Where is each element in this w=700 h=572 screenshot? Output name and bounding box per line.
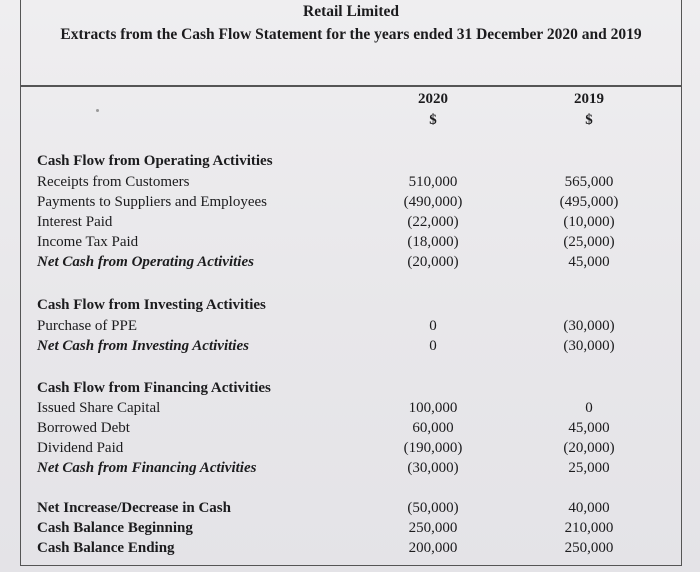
row-label: Borrowed Debt	[37, 420, 130, 436]
value-2019: (25,000)	[563, 234, 615, 250]
net-change-label: Net Increase/Decrease in Cash	[37, 500, 231, 516]
row-label: Purchase of PPE	[37, 318, 137, 334]
cash-ending-2020: 200,000	[408, 540, 458, 556]
cash-beginning-2020: 250,000	[408, 520, 458, 536]
cash-flow-table	[20, 86, 682, 566]
net-change-2020: (50,000)	[407, 500, 459, 516]
value-2020: 510,000	[408, 174, 458, 190]
row-label: Interest Paid	[37, 214, 113, 230]
currency-2020: $	[429, 112, 437, 128]
net-cash-investing-2019: (30,000)	[563, 338, 615, 354]
net-cash-operating-label: Net Cash from Operating Activities	[37, 254, 254, 270]
value-2020: 0	[429, 318, 437, 334]
net-cash-financing-label: Net Cash from Financing Activities	[37, 460, 257, 476]
company-title: Retail Limited	[303, 3, 399, 20]
row-label: Income Tax Paid	[37, 234, 139, 250]
currency-2019: $	[585, 112, 593, 128]
column-header-2020: 2020	[418, 91, 448, 107]
value-2019: (30,000)	[563, 318, 615, 334]
section-heading-financing: Cash Flow from Financing Activities	[37, 380, 271, 396]
row-label: Payments to Suppliers and Employees	[37, 194, 267, 210]
cash-ending-label: Cash Balance Ending	[37, 540, 175, 556]
cash-beginning-2019: 210,000	[564, 520, 614, 536]
value-2020: 100,000	[408, 400, 458, 416]
value-2019: (20,000)	[563, 440, 615, 456]
value-2019: 565,000	[564, 174, 614, 190]
value-2019: (495,000)	[559, 194, 619, 210]
value-2020: 60,000	[412, 420, 454, 436]
section-heading-investing: Cash Flow from Investing Activities	[37, 297, 266, 313]
value-2020: (18,000)	[407, 234, 459, 250]
value-2019: 0	[585, 400, 593, 416]
cash-ending-2019: 250,000	[564, 540, 614, 556]
value-2019: 45,000	[568, 420, 610, 436]
value-2019: (10,000)	[563, 214, 615, 230]
net-cash-investing-label: Net Cash from Investing Activities	[37, 338, 249, 354]
value-2020: (490,000)	[403, 194, 463, 210]
net-cash-investing-2020: 0	[429, 338, 437, 354]
section-heading-operating: Cash Flow from Operating Activities	[37, 153, 273, 169]
column-header-2019: 2019	[574, 91, 604, 107]
row-label: Receipts from Customers	[37, 174, 190, 190]
title-block	[20, 0, 682, 86]
row-label: Dividend Paid	[37, 440, 124, 456]
statement-subtitle: Extracts from the Cash Flow Statement for the years ended 31 December 2020 and 2019	[60, 26, 642, 43]
net-cash-operating-2019: 45,000	[568, 254, 610, 270]
net-cash-operating-2020: (20,000)	[407, 254, 459, 270]
row-label: Issued Share Capital	[37, 400, 161, 416]
stray-mark	[96, 109, 99, 112]
net-cash-financing-2020: (30,000)	[407, 460, 459, 476]
net-change-2019: 40,000	[568, 500, 610, 516]
net-cash-financing-2019: 25,000	[568, 460, 610, 476]
value-2020: (190,000)	[403, 440, 463, 456]
value-2020: (22,000)	[407, 214, 459, 230]
cash-beginning-label: Cash Balance Beginning	[37, 520, 193, 536]
